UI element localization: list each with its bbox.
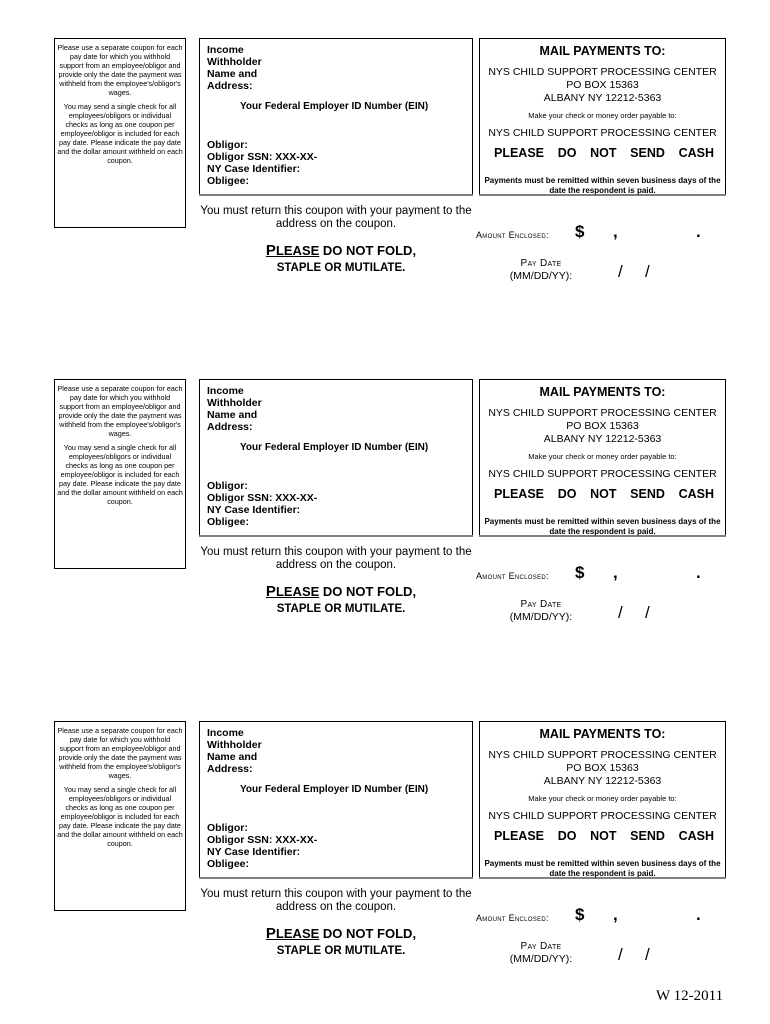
payee-name: NYS CHILD SUPPORT PROCESSING CENTER [488, 127, 717, 139]
form-code: W 12-2011 [656, 988, 724, 1004]
payable-note: Make your check or money order payable to: [528, 111, 677, 120]
no-cash-word: PLEASE [494, 146, 545, 160]
payment-coupon [0, 341, 770, 671]
dollar-sign: $ [575, 563, 585, 582]
no-cash-word: DO [557, 829, 577, 843]
no-cash-word: DO [557, 146, 577, 160]
pay-date-format: (MM/DD/YY): [509, 953, 573, 965]
employer-label-line: Address: [207, 80, 253, 92]
date-slash: / [645, 262, 650, 281]
employer-box[interactable] [199, 379, 473, 537]
mail-address-line: NYS CHILD SUPPORT PROCESSING CENTER [488, 66, 717, 78]
please-rest: LEASE [275, 926, 320, 941]
obligor-label: Obligor: [207, 822, 248, 834]
payment-coupon [0, 0, 770, 330]
employer-label-line: Name and [207, 68, 258, 80]
amount-comma: , [613, 222, 618, 241]
instructions-paragraph-1: Please use a separate coupon for each pay date for which you withhold support from an employee/obligor and provide only the date the payment was withheld from the employee's/obligor's wages. [57, 726, 183, 780]
mail-address [480, 407, 725, 446]
payable-note: Make your check or money order payable to: [528, 452, 677, 461]
return-notice: You must return this coupon with your payment to the address on the coupon. [200, 205, 472, 230]
remit-notice: Payments must be remitted within seven business days of the date the respondent is paid. [484, 517, 721, 536]
instructions-paragraph-1: Please use a separate coupon for each pay date for which you withhold support from an employee/obligor and provide only the date the payment was withheld from the employee's/obligor's wages. [57, 43, 183, 97]
amount-enclosed-label: Amount Enclosed: [476, 230, 549, 240]
ny-case-id-label: NY Case Identifier: [207, 163, 301, 175]
instructions-paragraph-2: You may send a single check for all employees/obligors or individual checks as long as one coupon per employee/obligor is included for each pay date. Please indicate the pay date and the dollar amount withheld on each coupon. [57, 785, 183, 848]
employer-label-line: Withholder [207, 56, 262, 68]
no-cash-notice [494, 146, 714, 160]
employer-label-line: Income [207, 727, 244, 739]
obligor-labels [207, 139, 317, 187]
employer-label-line: Income [207, 44, 244, 56]
staple-notice: STAPLE OR MUTILATE. [276, 262, 406, 274]
no-cash-word: CASH [678, 146, 714, 160]
obligor-labels [207, 480, 317, 528]
amount-comma: , [613, 905, 618, 924]
dollar-sign: $ [575, 905, 585, 924]
mail-heading: MAIL PAYMENTS TO: [539, 727, 666, 741]
no-cash-word: PLEASE [494, 487, 545, 501]
date-slash: / [618, 262, 623, 281]
instructions-box [54, 721, 186, 911]
please-initial: P [265, 583, 276, 600]
no-cash-word: NOT [590, 487, 617, 501]
employer-labels [207, 44, 262, 92]
please-initial: P [265, 242, 276, 259]
obligee-label: Obligee: [207, 175, 250, 187]
ein-label: Your Federal Employer ID Number (EIN) [240, 784, 429, 795]
no-cash-word: SEND [630, 829, 665, 843]
return-notice: You must return this coupon with your payment to the address on the coupon. [200, 546, 472, 571]
obligor-ssn-label: Obligor SSN: XXX-XX- [207, 492, 318, 504]
dollar-sign: $ [575, 222, 585, 241]
no-cash-word: DO [557, 487, 577, 501]
instructions-paragraph-2: You may send a single check for all employees/obligors or individual checks as long as one coupon per employee/obligor is included for each pay date. Please indicate the pay date and the dollar amount withheld on each coupon. [57, 102, 183, 165]
instructions-paragraph-1: Please use a separate coupon for each pay date for which you withhold support from an employee/obligor and provide only the date the payment was withheld from the employee's/obligor's wages. [57, 384, 183, 438]
mail-heading: MAIL PAYMENTS TO: [539, 44, 666, 58]
no-cash-word: NOT [590, 829, 617, 843]
pay-date-label: Pay Date [520, 941, 562, 952]
amount-decimal: . [696, 905, 701, 924]
do-not-fold-notice [199, 583, 483, 600]
date-slash: / [618, 603, 623, 622]
mail-address-line: NYS CHILD SUPPORT PROCESSING CENTER [488, 749, 717, 761]
payable-note: Make your check or money order payable to: [528, 794, 677, 803]
no-cash-word: PLEASE [494, 829, 545, 843]
mail-address-line: PO BOX 15363 [566, 420, 639, 432]
ny-case-id-label: NY Case Identifier: [207, 846, 301, 858]
no-cash-notice [494, 829, 714, 843]
ein-label: Your Federal Employer ID Number (EIN) [240, 101, 429, 112]
no-cash-word: CASH [678, 487, 714, 501]
obligor-label: Obligor: [207, 139, 248, 151]
employer-label-line: Withholder [207, 739, 262, 751]
employer-box[interactable] [199, 38, 473, 196]
obligor-labels [207, 822, 317, 870]
do-not-fold-text: DO NOT FOLD, [319, 926, 417, 941]
mail-address-line: ALBANY NY 12212-5363 [543, 433, 662, 445]
payment-coupon [0, 683, 770, 1013]
payee-name: NYS CHILD SUPPORT PROCESSING CENTER [488, 468, 717, 480]
staple-notice: STAPLE OR MUTILATE. [276, 945, 406, 957]
employer-label-line: Address: [207, 763, 253, 775]
mail-address-line: ALBANY NY 12212-5363 [543, 775, 662, 787]
obligor-ssn-label: Obligor SSN: XXX-XX- [207, 834, 318, 846]
pay-date-label: Pay Date [520, 599, 562, 610]
do-not-fold-text: DO NOT FOLD, [319, 584, 417, 599]
pay-date-format: (MM/DD/YY): [509, 270, 573, 282]
amount-decimal: . [696, 563, 701, 582]
no-cash-word: SEND [630, 487, 665, 501]
no-cash-word: NOT [590, 146, 617, 160]
pay-date-format: (MM/DD/YY): [509, 611, 573, 623]
remit-notice: Payments must be remitted within seven business days of the date the respondent is paid. [484, 176, 721, 195]
employer-labels [207, 727, 262, 775]
mail-payments-box [479, 379, 726, 537]
mail-address [480, 749, 725, 788]
employer-box[interactable] [199, 721, 473, 879]
obligor-label: Obligor: [207, 480, 248, 492]
obligee-label: Obligee: [207, 516, 250, 528]
mail-payments-box [479, 721, 726, 879]
instructions-box [54, 379, 186, 569]
pay-date-label: Pay Date [520, 258, 562, 269]
do-not-fold-notice [199, 242, 483, 259]
do-not-fold-notice [199, 925, 483, 942]
mail-address-line: NYS CHILD SUPPORT PROCESSING CENTER [488, 407, 717, 419]
mail-address-line: PO BOX 15363 [566, 762, 639, 774]
employer-box-shadow [199, 535, 473, 537]
remit-notice: Payments must be remitted within seven business days of the date the respondent is paid. [484, 859, 721, 878]
amount-enclosed-label: Amount Enclosed: [476, 571, 549, 581]
date-slash: / [618, 945, 623, 964]
employer-label-line: Withholder [207, 397, 262, 409]
date-slash: / [645, 603, 650, 622]
employer-box-shadow [199, 877, 473, 879]
please-rest: LEASE [275, 584, 320, 599]
mail-heading: MAIL PAYMENTS TO: [539, 385, 666, 399]
please-initial: P [265, 925, 276, 942]
employer-labels [207, 385, 262, 433]
date-slash: / [645, 945, 650, 964]
mail-address [480, 66, 725, 105]
employer-label-line: Name and [207, 409, 258, 421]
mail-payments-box [479, 38, 726, 196]
return-notice: You must return this coupon with your payment to the address on the coupon. [200, 888, 472, 913]
instructions-paragraph-2: You may send a single check for all employees/obligors or individual checks as long as one coupon per employee/obligor is included for each pay date. Please indicate the pay date and the dollar amount withheld on each coupon. [57, 443, 183, 506]
employer-label-line: Address: [207, 421, 253, 433]
please-rest: LEASE [275, 243, 320, 258]
do-not-fold-text: DO NOT FOLD, [319, 243, 417, 258]
staple-notice: STAPLE OR MUTILATE. [276, 603, 406, 615]
employer-label-line: Income [207, 385, 244, 397]
no-cash-word: SEND [630, 146, 665, 160]
employer-label-line: Name and [207, 751, 258, 763]
no-cash-word: CASH [678, 829, 714, 843]
obligee-label: Obligee: [207, 858, 250, 870]
mail-address-line: ALBANY NY 12212-5363 [543, 92, 662, 104]
ein-label: Your Federal Employer ID Number (EIN) [240, 442, 429, 453]
payee-name: NYS CHILD SUPPORT PROCESSING CENTER [488, 810, 717, 822]
employer-box-shadow [199, 194, 473, 196]
ny-case-id-label: NY Case Identifier: [207, 504, 301, 516]
instructions-box [54, 38, 186, 228]
amount-comma: , [613, 563, 618, 582]
amount-enclosed-label: Amount Enclosed: [476, 913, 549, 923]
obligor-ssn-label: Obligor SSN: XXX-XX- [207, 151, 318, 163]
amount-decimal: . [696, 222, 701, 241]
mail-address-line: PO BOX 15363 [566, 79, 639, 91]
no-cash-notice [494, 487, 714, 501]
